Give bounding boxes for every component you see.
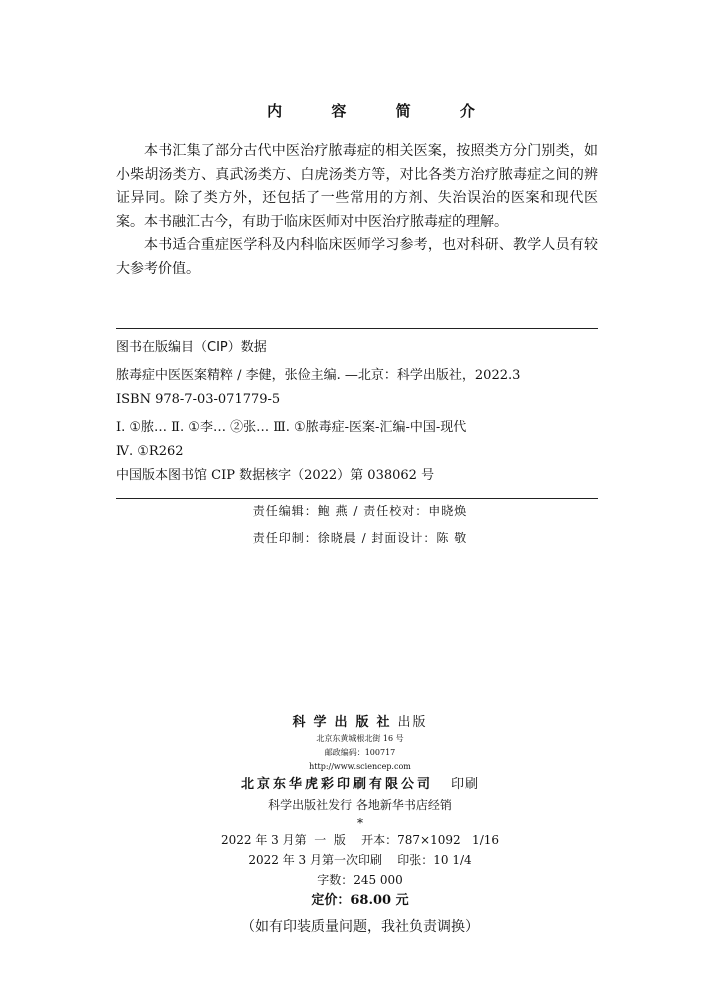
- cip-classification-cont: Ⅳ. ①R262: [116, 444, 184, 459]
- price: 定价：68.00 元: [311, 893, 409, 908]
- cip-block: [116, 328, 598, 499]
- printer-name: 北京东华虎彩印刷有限公司: [240, 777, 433, 792]
- credits-line: 责任编辑：鲍 燕 / 责任校对：申晓焕: [252, 504, 468, 518]
- printer-suffix: 印刷: [451, 777, 480, 792]
- quality-note: （如有印装质量问题，我社负责调换）: [241, 919, 479, 935]
- distribution-line: 科学出版社发行 各地新华书店经销: [268, 798, 452, 812]
- editorial-credits: [0, 498, 720, 552]
- summary-paragraph: 本书适合重症医学科及内科临床医师学习参考，也对科研、教学人员有较大参考价值。: [116, 237, 598, 277]
- summary-paragraph: 本书汇集了部分古代中医治疗脓毒症的相关医案，按照类方分门别类，如小柴胡汤类方、真武汤类方、白虎汤类方等，对比各类方治疗脓毒症之间的辨证异同。除了类方外，还包括了一些常用的方剂、失治误治的医案和现代医案。本书融汇古今，有助于临床医师对中医治疗脓毒症的理解。: [116, 143, 598, 230]
- publisher-address: 北京东黄城根北街 16 号: [316, 734, 404, 743]
- cip-classification: Ⅰ. ①脓… Ⅱ. ①李… ②张… Ⅲ. ①脓毒症-医案-汇编-中国-现代: [116, 420, 467, 435]
- credits-line: 责任印制：徐晓晨 / 封面设计：陈 敬: [252, 531, 468, 545]
- cip-heading: 图书在版编目（CIP）数据: [116, 340, 267, 355]
- publisher-line: [0, 714, 720, 732]
- content-summary: [116, 140, 598, 281]
- publisher-name: 科学出版社: [292, 715, 398, 730]
- publisher-url: http://www.sciencep.com: [309, 762, 411, 771]
- edition-line: 2022 年 3 月第 一 版 开本：787×1092 1/16: [220, 833, 500, 847]
- word-count: 字数：245 000: [317, 873, 403, 887]
- publisher-postcode: 邮政编码：100717: [324, 748, 396, 757]
- cip-number: 中国版本图书馆 CIP 数据核字（2022）第 038062 号: [116, 468, 435, 483]
- page-title: 内 容 简 介: [267, 102, 497, 120]
- print-line: 2022 年 3 月第一次印刷 印张：10 1/4: [248, 853, 472, 867]
- imprint-block: [0, 714, 720, 940]
- cip-isbn: ISBN 978-7-03-071779-5: [116, 392, 281, 407]
- cip-book-line: 脓毒症中医医案精粹 / 李健，张俭主编. —北京：科学出版社，2022.3: [116, 368, 521, 383]
- printer-line: [0, 776, 720, 794]
- separator-star: *: [357, 816, 363, 830]
- publisher-suffix: 出版: [397, 715, 428, 730]
